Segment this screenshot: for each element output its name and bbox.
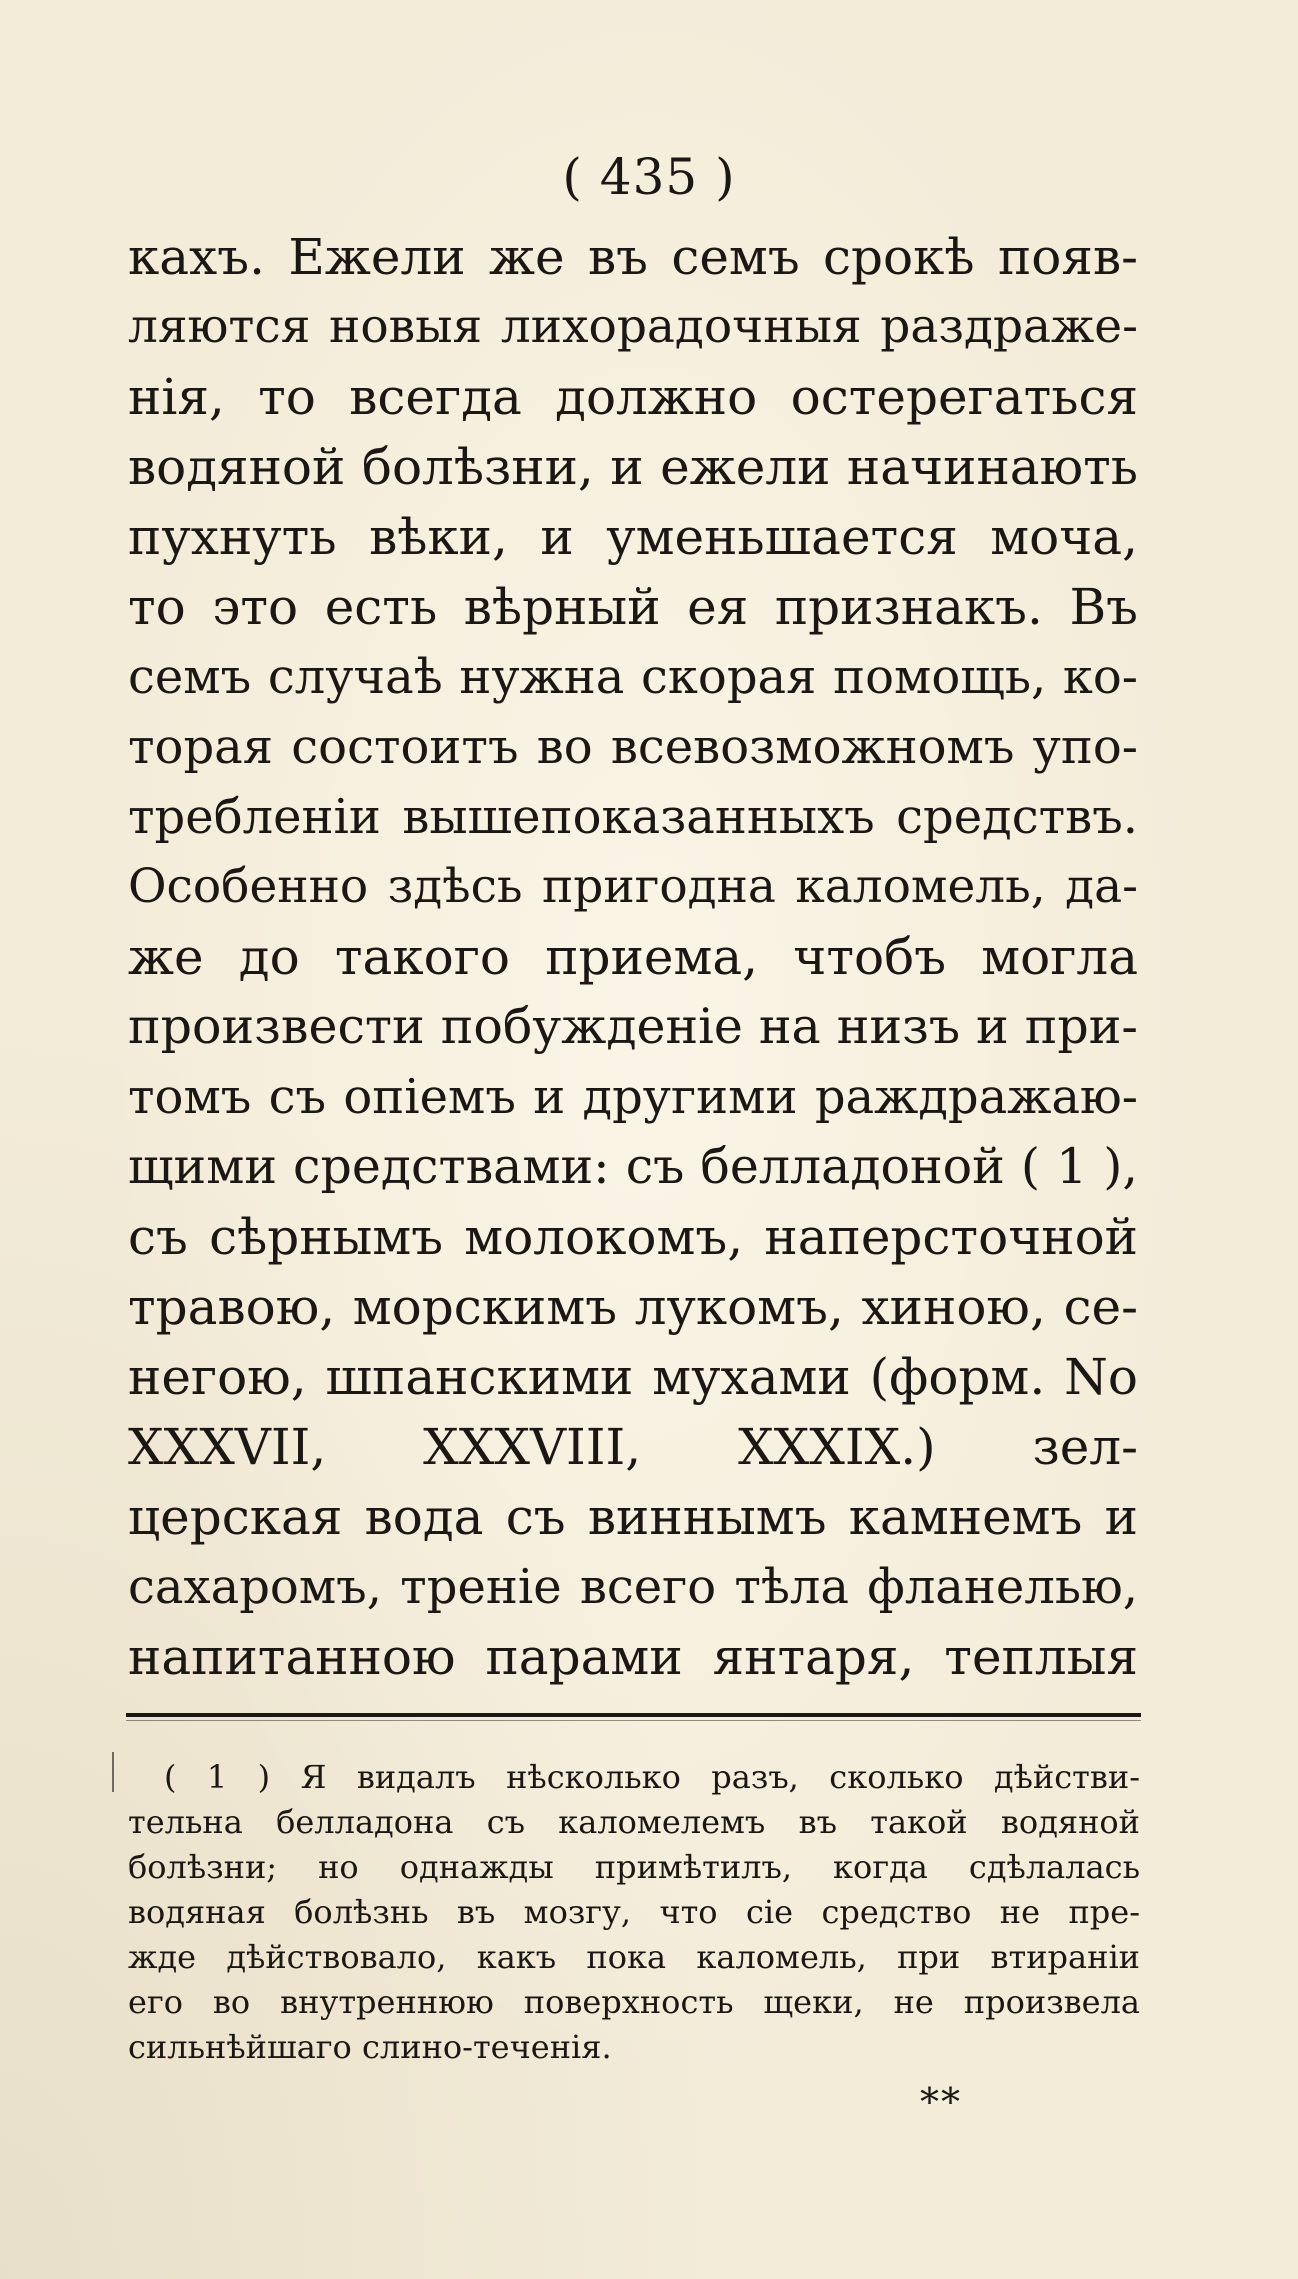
text-line: произвести побужденіе на низъ и при- — [128, 998, 1138, 1055]
text-line: щими средствами: съ белладоной ( 1 ), — [128, 1138, 1138, 1195]
text-line: требленіи вышепоказанныхъ средствъ. — [128, 789, 1138, 845]
footnote — [128, 1755, 1140, 2070]
text-line: торая состоитъ во всевозможномъ упо- — [128, 719, 1138, 775]
footnote-separator-thin-rule — [126, 1720, 1141, 1721]
text-line: кахъ. Ежели же въ семъ срокѣ появ- — [128, 228, 1138, 286]
text-line: Особенно здѣсь пригодна каломель, да- — [128, 859, 1138, 914]
footnote-line: жде дѣйствовало, какъ пока каломель, при втираніи — [128, 1938, 1140, 1976]
footnote-line: водяная болѣзнь въ мозгу, что сіе средство не пре- — [128, 1893, 1140, 1931]
text-line: то это есть вѣрный ея признакъ. Въ — [128, 578, 1138, 636]
main-text — [128, 222, 1138, 1692]
text-line: церская вода съ виннымъ камнемъ и — [128, 1488, 1138, 1546]
text-line: водяной болѣзни, и ежели начинають — [128, 438, 1138, 496]
footnote-line: ( 1 ) Я видалъ нѣсколько разъ, сколько дѣйстви- — [164, 1758, 1140, 1796]
text-line: томъ съ опіемъ и другими раждражаю- — [128, 1069, 1138, 1125]
printer-signature-mark: ** — [920, 2080, 962, 2124]
footnote-line: сильнѣйшаго слино-теченія. — [128, 2028, 612, 2066]
text-line: семъ случаѣ нужна скорая помощь, ко- — [128, 649, 1138, 705]
text-line: нія, то всегда должно остерегаться — [128, 368, 1138, 426]
text-line: травою, морскимъ лукомъ, хиною, се- — [128, 1278, 1138, 1336]
text-line: же до такого приема, чтобъ могла — [128, 928, 1138, 986]
margin-mark — [112, 1752, 114, 1792]
footnote-line: его во внутреннюю поверхность щеки, не произвела — [128, 1983, 1140, 2021]
footnote-line: тельна белладона съ каломелемъ въ такой водяной — [128, 1803, 1140, 1841]
text-line: ляются новыя лихорадочныя раздраже- — [128, 299, 1138, 354]
text-line: съ сѣрнымъ молокомъ, наперсточной — [128, 1208, 1138, 1266]
text-line: напитанною парами янтаря, теплыя — [128, 1628, 1138, 1686]
text-line: негою, шпанскими мухами (форм. No — [128, 1348, 1138, 1406]
text-line: сахаромъ, треніе всего тѣла фланелью, — [128, 1559, 1138, 1615]
footnote-line: болѣзни; но однажды примѣтилъ, когда сдѣлалась — [128, 1848, 1140, 1886]
footnote-separator-rule — [126, 1713, 1141, 1717]
text-line: XXXVII, XXXVIII, XXXIX.) зел- — [128, 1418, 1138, 1476]
page-number: ( 435 ) — [562, 148, 736, 206]
text-line: пухнуть вѣки, и уменьшается моча, — [128, 508, 1138, 566]
